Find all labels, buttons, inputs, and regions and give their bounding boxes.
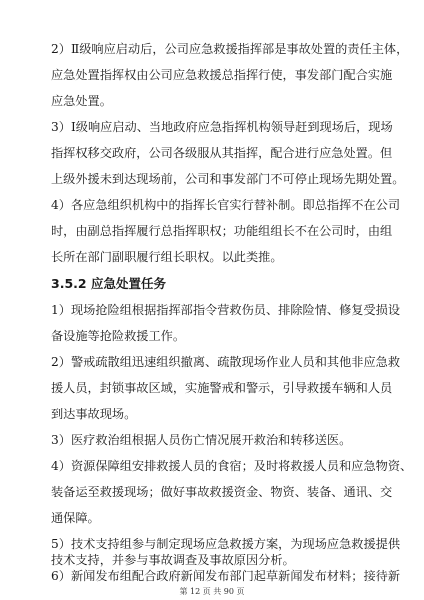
paragraph-line: 6）新闻发布组配合政府新闻发布部门起草新闻发布材料；接待新 [51, 569, 401, 583]
paragraph-line: 时，由副总指挥履行总指挥职权；功能组组长不在公司时，由组 [51, 224, 393, 238]
paragraph-line: 通保障。 [51, 511, 100, 525]
section-heading: 3.5.2 应急处置任务 [51, 276, 166, 291]
paragraph-line: 备设施等抢险救援工作。 [51, 329, 186, 343]
paragraph-line: 3）医疗救治组根据人员伤亡情况展开救治和转移送医。 [51, 433, 352, 447]
paragraph-line: 2）警戒疏散组迅速组织撤离、疏散现场作业人员和其他非应急救 [51, 355, 401, 369]
paragraph-line: 4）各应急组织机构中的指挥长官实行替补制。即总指挥不在公司 [51, 198, 401, 212]
paragraph-line: 1）现场抢险组根据指挥部指令营救伤员、排除险情、修复受损设 [51, 303, 401, 317]
paragraph-line: 到达事故现场。 [51, 407, 137, 421]
paragraph-line: 援人员，封锁事故区域，实施警戒和警示，引导救援车辆和人员 [51, 381, 393, 395]
paragraph-line: 3）Ⅰ级响应启动、当地政府应急指挥机构领导赶到现场后，现场 [51, 120, 393, 134]
paragraph-line: 5）技术支持组参与制定现场应急救援方案，为现场应急救援提供 [51, 537, 401, 551]
paragraph-line: 2）Ⅱ级响应启动后，公司应急救援指挥部是事故处置的责任主体， [51, 42, 409, 56]
paragraph-line: 上级外援未到达现场前，公司和事发部门不可停止现场先期处置。 [51, 172, 405, 186]
paragraph-line: 应急处置。 [51, 94, 112, 108]
paragraph-line: 指挥权移交政府，公司各级服从其指挥，配合进行应急处置。但 [51, 146, 393, 160]
paragraph-line: 4）资源保障组安排救援人员的食宿；及时将救援人员和应急物资、 [51, 459, 413, 473]
paragraph-line: 应急处置指挥权由公司应急救援总指挥行使，事发部门配合实施 [51, 68, 393, 82]
paragraph-line: 装备运至救援现场；做好事故救援资金、物资、装备、通讯、交 [51, 485, 393, 499]
paragraph-line: 技术支持，并参与事故调查及事故原因分析。 [51, 553, 295, 567]
page-footer: 第 12 页 共 90 页 [179, 587, 245, 596]
paragraph-line: 长所在部门副职履行组长职权。以此类推。 [51, 250, 283, 264]
